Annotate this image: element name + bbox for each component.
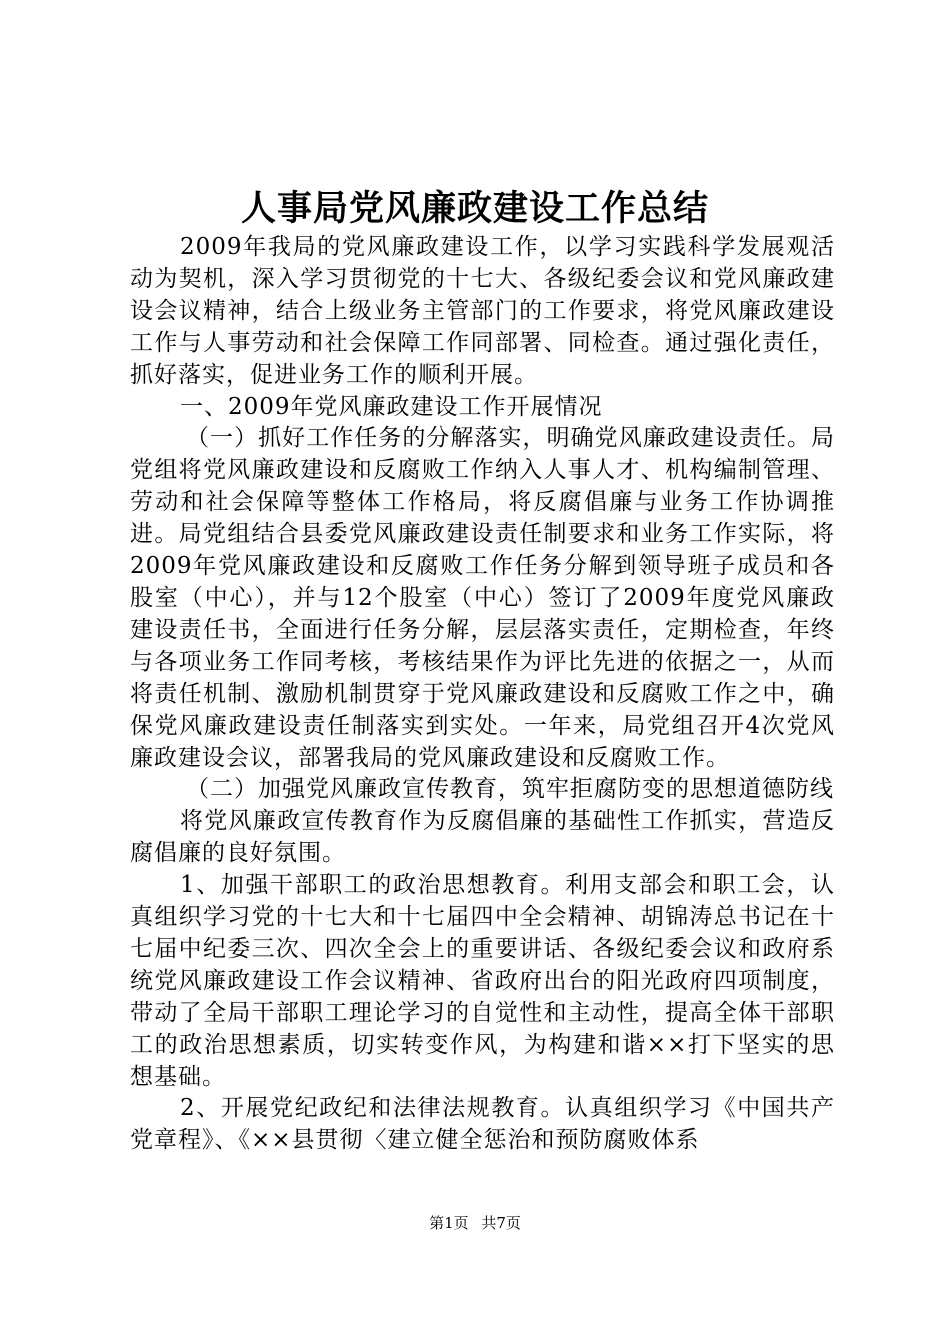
subsection-1: （一）抓好工作任务的分解落实，明确党风廉政建设责任。局党组将党风廉政建设和反腐败工作纳入人事人才、机构编制管理、劳动和社会保障等整体工作格局，将反腐倡廉与业务工作协调推进。局党组结合县委党风廉政建设责任制要求和业务工作实际，将2009年党风廉政建设和反腐败工作任务分解到领导班子成员和各股室（中心），并与12个股室（中心）签订了2009年度党风廉政建设责任书，全面进行任务分解，层层落实责任，定期检查，年终与各项业务工作同考核，考核结果作为评比先进的依据之一，从而将责任机制、激励机制贯穿于党风廉政建设和反腐败工作之中，确保党风廉政建设责任制落实到实处。一年来，局党组召开4次党风廉政建设会议，部署我局的党风廉政建设和反腐败工作。: [130, 425, 835, 771]
page-footer: [0, 1213, 950, 1233]
document-title: 人事局党风廉政建设工作总结: [240, 188, 709, 229]
paragraph-education: 将党风廉政宣传教育作为反腐倡廉的基础性工作抓实，营造反腐倡廉的良好氛围。: [130, 808, 835, 867]
list-item-1: 1、加强干部职工的政治思想教育。利用支部会和职工会，认真组织学习党的十七大和十七届四中全会精神、胡锦涛总书记在十七届中纪委三次、四次全会上的重要讲话、各级纪委会议和政府系统党风廉政建设工作会议精神、省政府出台的阳光政府四项制度，带动了全局干部职工理论学习的自觉性和主动性，提高全体干部职工的政治思想素质，切实转变作风，为构建和谐××打下坚实的思想基础。: [130, 872, 835, 1090]
section-heading-1: 一、2009年党风廉政建设工作开展情况: [180, 393, 603, 420]
list-item-2: 2、开展党纪政纪和法律法规教育。认真组织学习《中国共产党章程》、《××县贯彻〈建立健全惩治和预防腐败体系: [130, 1095, 835, 1154]
paragraph-intro: 2009年我局的党风廉政建设工作，以学习实践科学发展观活动为契机，深入学习贯彻党的十七大、各级纪委会议和党风廉政建设会议精神，结合上级业务主管部门的工作要求，将党风廉政建设工作与人事劳动和社会保障工作同部署、同检查。通过强化责任，抓好落实，促进业务工作的顺利开展。: [130, 234, 835, 388]
page-total: 共7页: [481, 1214, 521, 1232]
page-number: 第1页: [429, 1214, 469, 1232]
document-body: [130, 232, 835, 1157]
subsection-2-heading: （二）加强党风廉政宣传教育，筑牢拒腐防变的思想道德防线: [186, 776, 834, 803]
